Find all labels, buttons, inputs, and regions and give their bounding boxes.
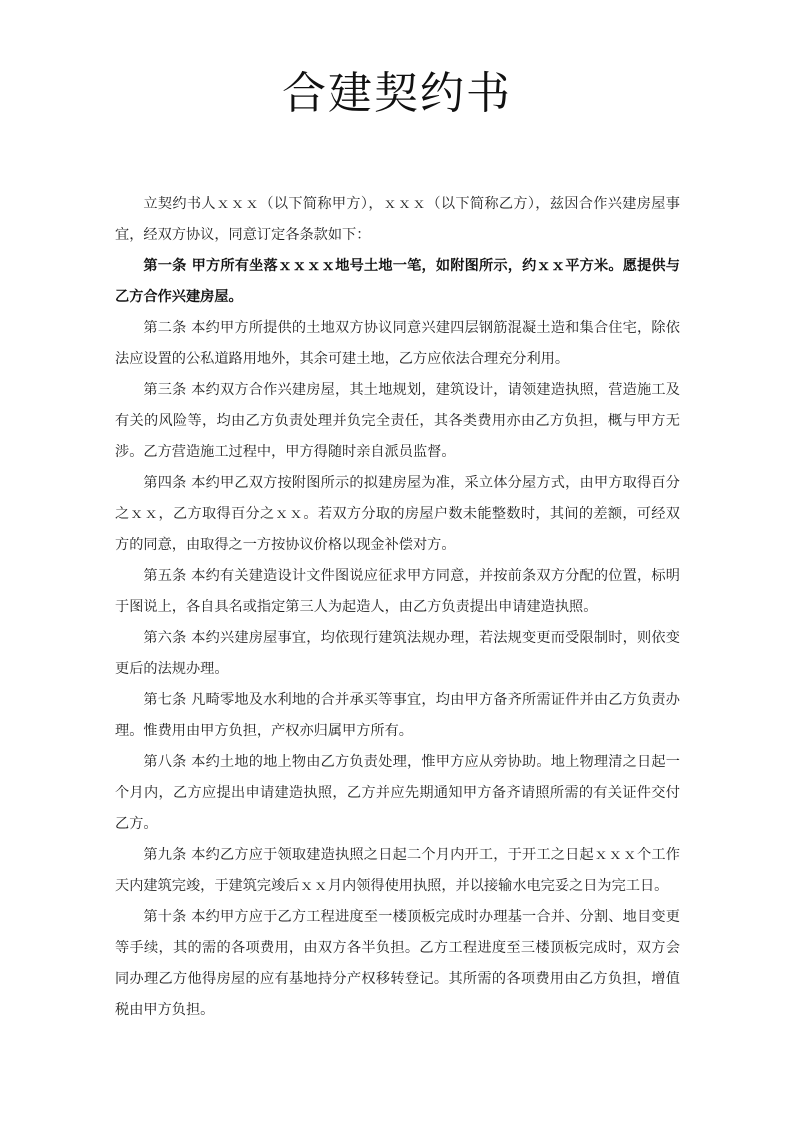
document-title: 合建契约书 (282, 68, 512, 119)
document-body (115, 189, 680, 1026)
article-10-paragraph: 第十条 本约甲方应于乙方工程进度至一楼顶板完成时办理基一合并、分割、地目变更等手续，其的需的各项费用，由双方各半负担。乙方工程进度至三楼顶板完成时，双方会同办理乙方他得房屋的应有基地持分产权移转登记。其所需的各项费用由乙方负担，增值税由甲方负担。 (115, 909, 680, 1018)
article-1-paragraph: 第一条 甲方所有坐落ｘｘｘｘ地号土地一笔，如附图所示，约ｘｘ平方米。愿提供与乙方合作兴建房屋。 (115, 258, 680, 305)
article-9-paragraph: 第九条 本约乙方应于领取建造执照之日起二个月内开工，于开工之日起ｘｘｘ个工作天内建筑完竣，于建筑完竣后ｘｘ月内领得使用执照，并以接输水电完妥之日为完工日。 (115, 847, 680, 894)
article-5-paragraph: 第五条 本约有关建造设计文件图说应征求甲方同意，并按前条双方分配的位置，标明于图说上，各自具名或指定第三人为起造人，由乙方负责提出申请建造执照。 (115, 568, 680, 615)
preamble-paragraph: 立契约书人ｘｘｘ（以下简称甲方），ｘｘｘ（以下简称乙方），兹因合作兴建房屋事宜，经双方协议，同意订定各条款如下： (115, 196, 680, 243)
article-7-paragraph: 第七条 凡畸零地及水利地的合并承买等事宜，均由甲方备齐所需证件并由乙方负责办理。惟费用由甲方负担，产权亦归属甲方所有。 (115, 692, 680, 739)
article-4-paragraph: 第四条 本约甲乙双方按附图所示的拟建房屋为准，采立体分屋方式，由甲方取得百分之ｘｘ，乙方取得百分之ｘｘ。若双方分取的房屋户数未能整数时，其间的差额，可经双方的同意，由取得之一方按协议价格以现金补偿对方。 (115, 475, 680, 553)
article-3-paragraph: 第三条 本约双方合作兴建房屋，其土地规划，建筑设计，请领建造执照，营造施工及有关的风险等，均由乙方负责处理并负完全责任，其各类费用亦由乙方负担，概与甲方无涉。乙方营造施工过程中，甲方得随时亲自派员监督。 (115, 382, 680, 460)
article-8-paragraph: 第八条 本约土地的地上物由乙方负责处理，惟甲方应从旁协助。地上物理清之日起一个月内，乙方应提出申请建造执照，乙方并应先期通知甲方备齐请照所需的有关证件交付乙方。 (115, 754, 680, 832)
article-6-paragraph: 第六条 本约兴建房屋事宜，均依现行建筑法规办理，若法规变更而受限制时，则依变更后的法规办理。 (115, 630, 680, 677)
article-2-paragraph: 第二条 本约甲方所提供的土地双方协议同意兴建四层钢筋混凝土造和集合住宅，除依法应设置的公私道路用地外，其余可建土地，乙方应依法合理充分利用。 (115, 320, 680, 367)
